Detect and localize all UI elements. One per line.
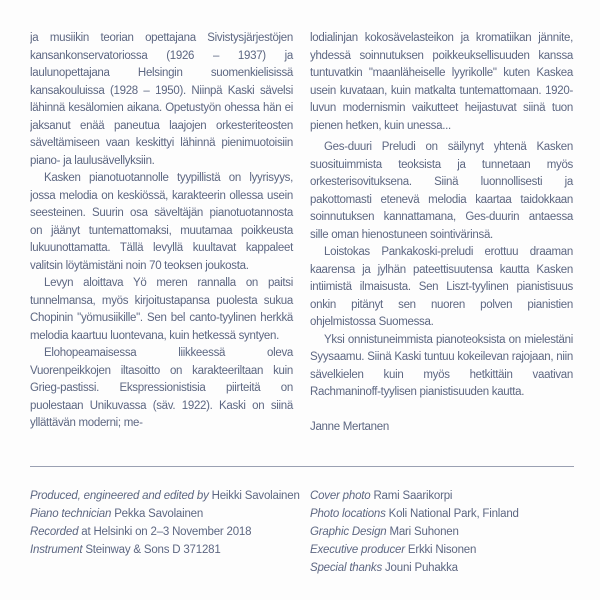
credit-label: Graphic Design [310,526,387,538]
right-column [310,30,573,466]
credit-label: Special thanks [310,562,382,574]
credit-label: Executive producer [310,544,405,556]
credit-label: Piano technician [30,508,112,520]
credit-value: Heikki Savolainen [211,490,300,502]
credit-value: Koli National Park, Finland [388,508,519,520]
credit-line [310,487,519,505]
paragraph: lodialinjan kokosävelasteikon ja kromatiikan jännite, yhdessä soinnutuksen poikkeuksellisuuden kanssa tuntuvatkin "maanläheiselle lyyrikolle" kuten Kaskea usein kuvataan, kuin matkalta tuntemattomaan. 1920-luvun modernismin vaikutteet heijastuvat siinä tuon pienen hetken, kuin unessa... [310,32,573,132]
credit-line [30,487,310,505]
credits-divider [30,466,574,467]
credit-line [30,505,310,523]
credit-value: Rami Saarikorpi [373,490,453,502]
credit-value: Steinway & Sons D 371281 [85,544,221,556]
credits-right [310,487,519,577]
credit-line [310,541,519,559]
paragraph: Kasken pianotuotannolle tyypillistä on lyyrisyys, jossa melodia on keskiössä, karakteerin ollessa usein seesteinen. Suurin osa säveltäjän pianotuotannosta on jäänyt tuntemattomaksi, muutamaa poikkeusta lukuunottamatta. Tällä levyllä kuultavat kappaleet valitsin löytämistäni noin 70 teoksen joukosta. [30,172,293,272]
left-column [30,30,293,466]
credit-label: Produced, engineered and edited by [30,490,209,502]
credit-value: Pekka Savolainen [114,508,204,520]
credit-label: Cover photo [310,490,371,502]
credit-line [310,559,519,577]
paragraph: Yksi onnistuneimmista pianoteoksista on mielestäni Syysaamu. Siinä Kaski tuntuu kokeilevan rajojaan, niin sävelkielen kuin myös hetkittäin vaativan Rachmaninoff-tyylisen pianistisuuden kautta. [310,333,573,398]
credit-line [310,505,519,523]
credit-line [310,523,519,541]
credit-label: Instrument [30,544,83,556]
credit-value: at Helsinki on 2–3 November 2018 [81,526,252,538]
paragraph: ja musiikin teorian opettajana Sivistysjärjestöjen kansankonservatoriossa (1926 – 1937) ja laulunopettajana Helsingin suomenkielisissä kansakouluissa (1928 – 1950). Niinpä Kaski sävelsi lähinnä kesälomien aikana. Opetustyön ohessa hän ei jaksanut enää paneutua laajojen orkesteriteosten säveltämiseen vaan keskittyi lähinnä pienimuotoisiin piano- ja laulusävellyksiin. [30,32,293,167]
paragraph: Ges-duuri Preludi on säilynyt yhtenä Kasken suosituimmista teoksista ja tunnetaan myös orkesterisovituksena. Siinä luonnollisesti ja pakottomasti etenevä melodia kaartaa taidokkaan soinnutuksen kannattamana, Ges-duurin antaessa sille oman hienostuneen sointivärinsä. [310,141,573,241]
credit-label: Recorded [30,526,79,538]
paragraph: Elohopeamaisessa liikkeessä oleva Vuorenpeikkojen iltasoitto on karakteeriltaan kuin Grieg-pastissi. Ekspressionistisia piirteitä on puolestaan Unikuvassa (säv. 1922). Kaski on siinä yllättävän moderni; me- [30,347,293,429]
liner-notes-article [30,30,574,466]
credit-value: Erkki Nisonen [407,544,477,556]
credits-section [30,487,574,577]
credit-value: Jouni Puhakka [385,562,458,574]
credit-label: Photo locations [310,508,386,520]
author-signature: Janne Mertanen [310,420,389,433]
credit-line [30,541,310,559]
paragraph: Loistokas Pankakoski-preludi erottuu draaman kaarensa ja jylhän pateettisuutensa kautta Kasken intiimistä ilmaisusta. Sen Liszt-tyylinen pianistisuus onkin pitänyt sen nuoren polven pianistien ohjelmistossa Suomessa. [310,246,573,328]
paragraph: Levyn aloittava Yö meren rannalla on paitsi tunnelmansa, myös kirjoitustapansa puolesta sukua Chopinin "yömusiikille". Sen bel canto-tyylinen herkkä melodia kaartuu luontevana, kuin hetkessä syntyen. [30,277,293,342]
credits-left [30,487,310,577]
credit-value: Mari Suhonen [389,526,459,538]
credit-line [30,523,310,541]
